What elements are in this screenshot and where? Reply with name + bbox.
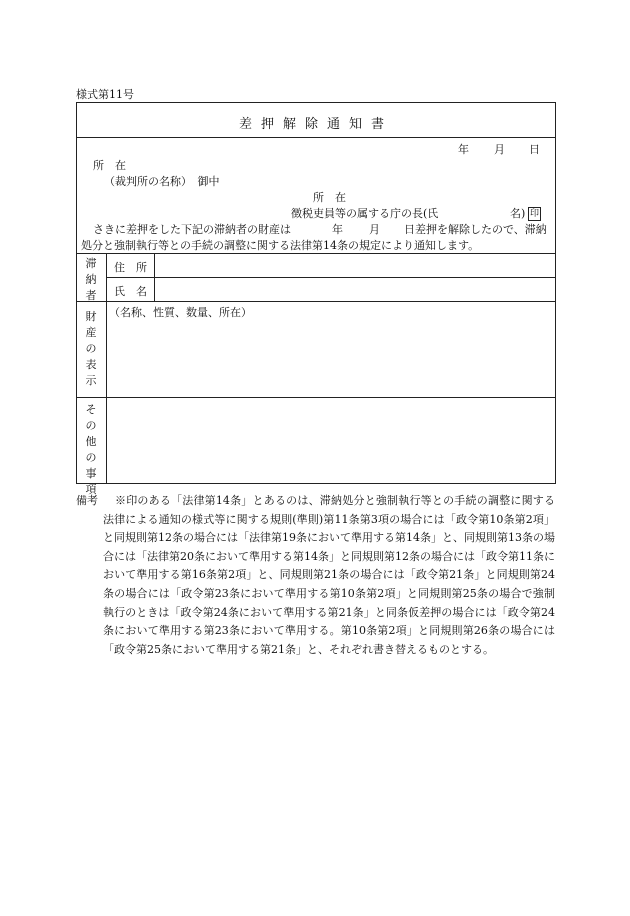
notice-form — [76, 102, 556, 496]
notes-label: 備考 — [76, 494, 98, 507]
date-year: 年 — [458, 143, 469, 156]
table-top-line — [77, 253, 555, 254]
sender-name-suffix: 名) — [510, 207, 526, 220]
body-line1-month: 月 — [369, 223, 380, 236]
taxpayer-divider — [107, 277, 555, 278]
body-line1-part1: さきに差押をした下記の滞納者の財産は — [93, 223, 291, 236]
addressee-name: （裁判所の名称） 御中 — [104, 175, 220, 188]
title-divider — [77, 137, 555, 138]
form-number: 様式第11号 — [76, 88, 134, 101]
other-label: その他の事項 — [85, 403, 97, 496]
other-top-line — [77, 397, 555, 398]
date-month: 月 — [494, 143, 505, 156]
body-line1-part2: 日差押を解除したので、滞納 — [404, 223, 547, 236]
date-day: 日 — [529, 143, 540, 156]
body-line1-year: 年 — [332, 223, 343, 236]
notes-text: ※印のある「法律第14条」とあるのは、滞納処分と強制執行等との手続の調整に関する法律による通知の様式等に関する規則(準則)第11条第3項の場合には「政令第10条第2項」と同規則第12条の場合には「法律第19条において準用する第14条」と、同規則第13条の場合には「法律第20条において準用する第14条」と同規則第12条の場合には「政令第11条において準用する第16条第2項」と、同規則第21条の場合には「政令第21条」と同規則第24条の場合には「政令第23条において準用する第10条第2項」と同規則第25条の場合で強制執行のときは「政令第24条において準用する第21条」と同条仮差押の場合には「政令第24条において準用する第23条において準用する。第10条第2項」と同規則第26条の場合には「政令第25条において準用する第21条」と、それぞれ書き替えるものとする。 — [103, 494, 555, 656]
property-top-line — [77, 301, 555, 302]
taxpayer-label: 滞納者 — [85, 257, 97, 302]
form-title: 差押解除通知書 — [238, 117, 393, 132]
label-column-line — [106, 253, 107, 483]
property-hint: （名称、性質、数量、所在） — [109, 306, 252, 319]
seal-mark: 印 — [529, 208, 539, 219]
taxpayer-inner-line — [154, 253, 155, 301]
addressee-address-label: 所 在 — [93, 159, 126, 172]
sender-address-label: 所 在 — [313, 191, 346, 204]
body-line2: 処分と強制執行等との手続の調整に関する法律第14条の規定により通知します。 — [81, 239, 480, 252]
taxpayer-name-label: 氏 名 — [114, 285, 147, 298]
taxpayer-address-label: 住 所 — [114, 261, 147, 274]
sender-title: 徴税吏員等の属する庁の長(氏 — [291, 207, 439, 220]
property-label: 財産の表示 — [85, 310, 97, 387]
